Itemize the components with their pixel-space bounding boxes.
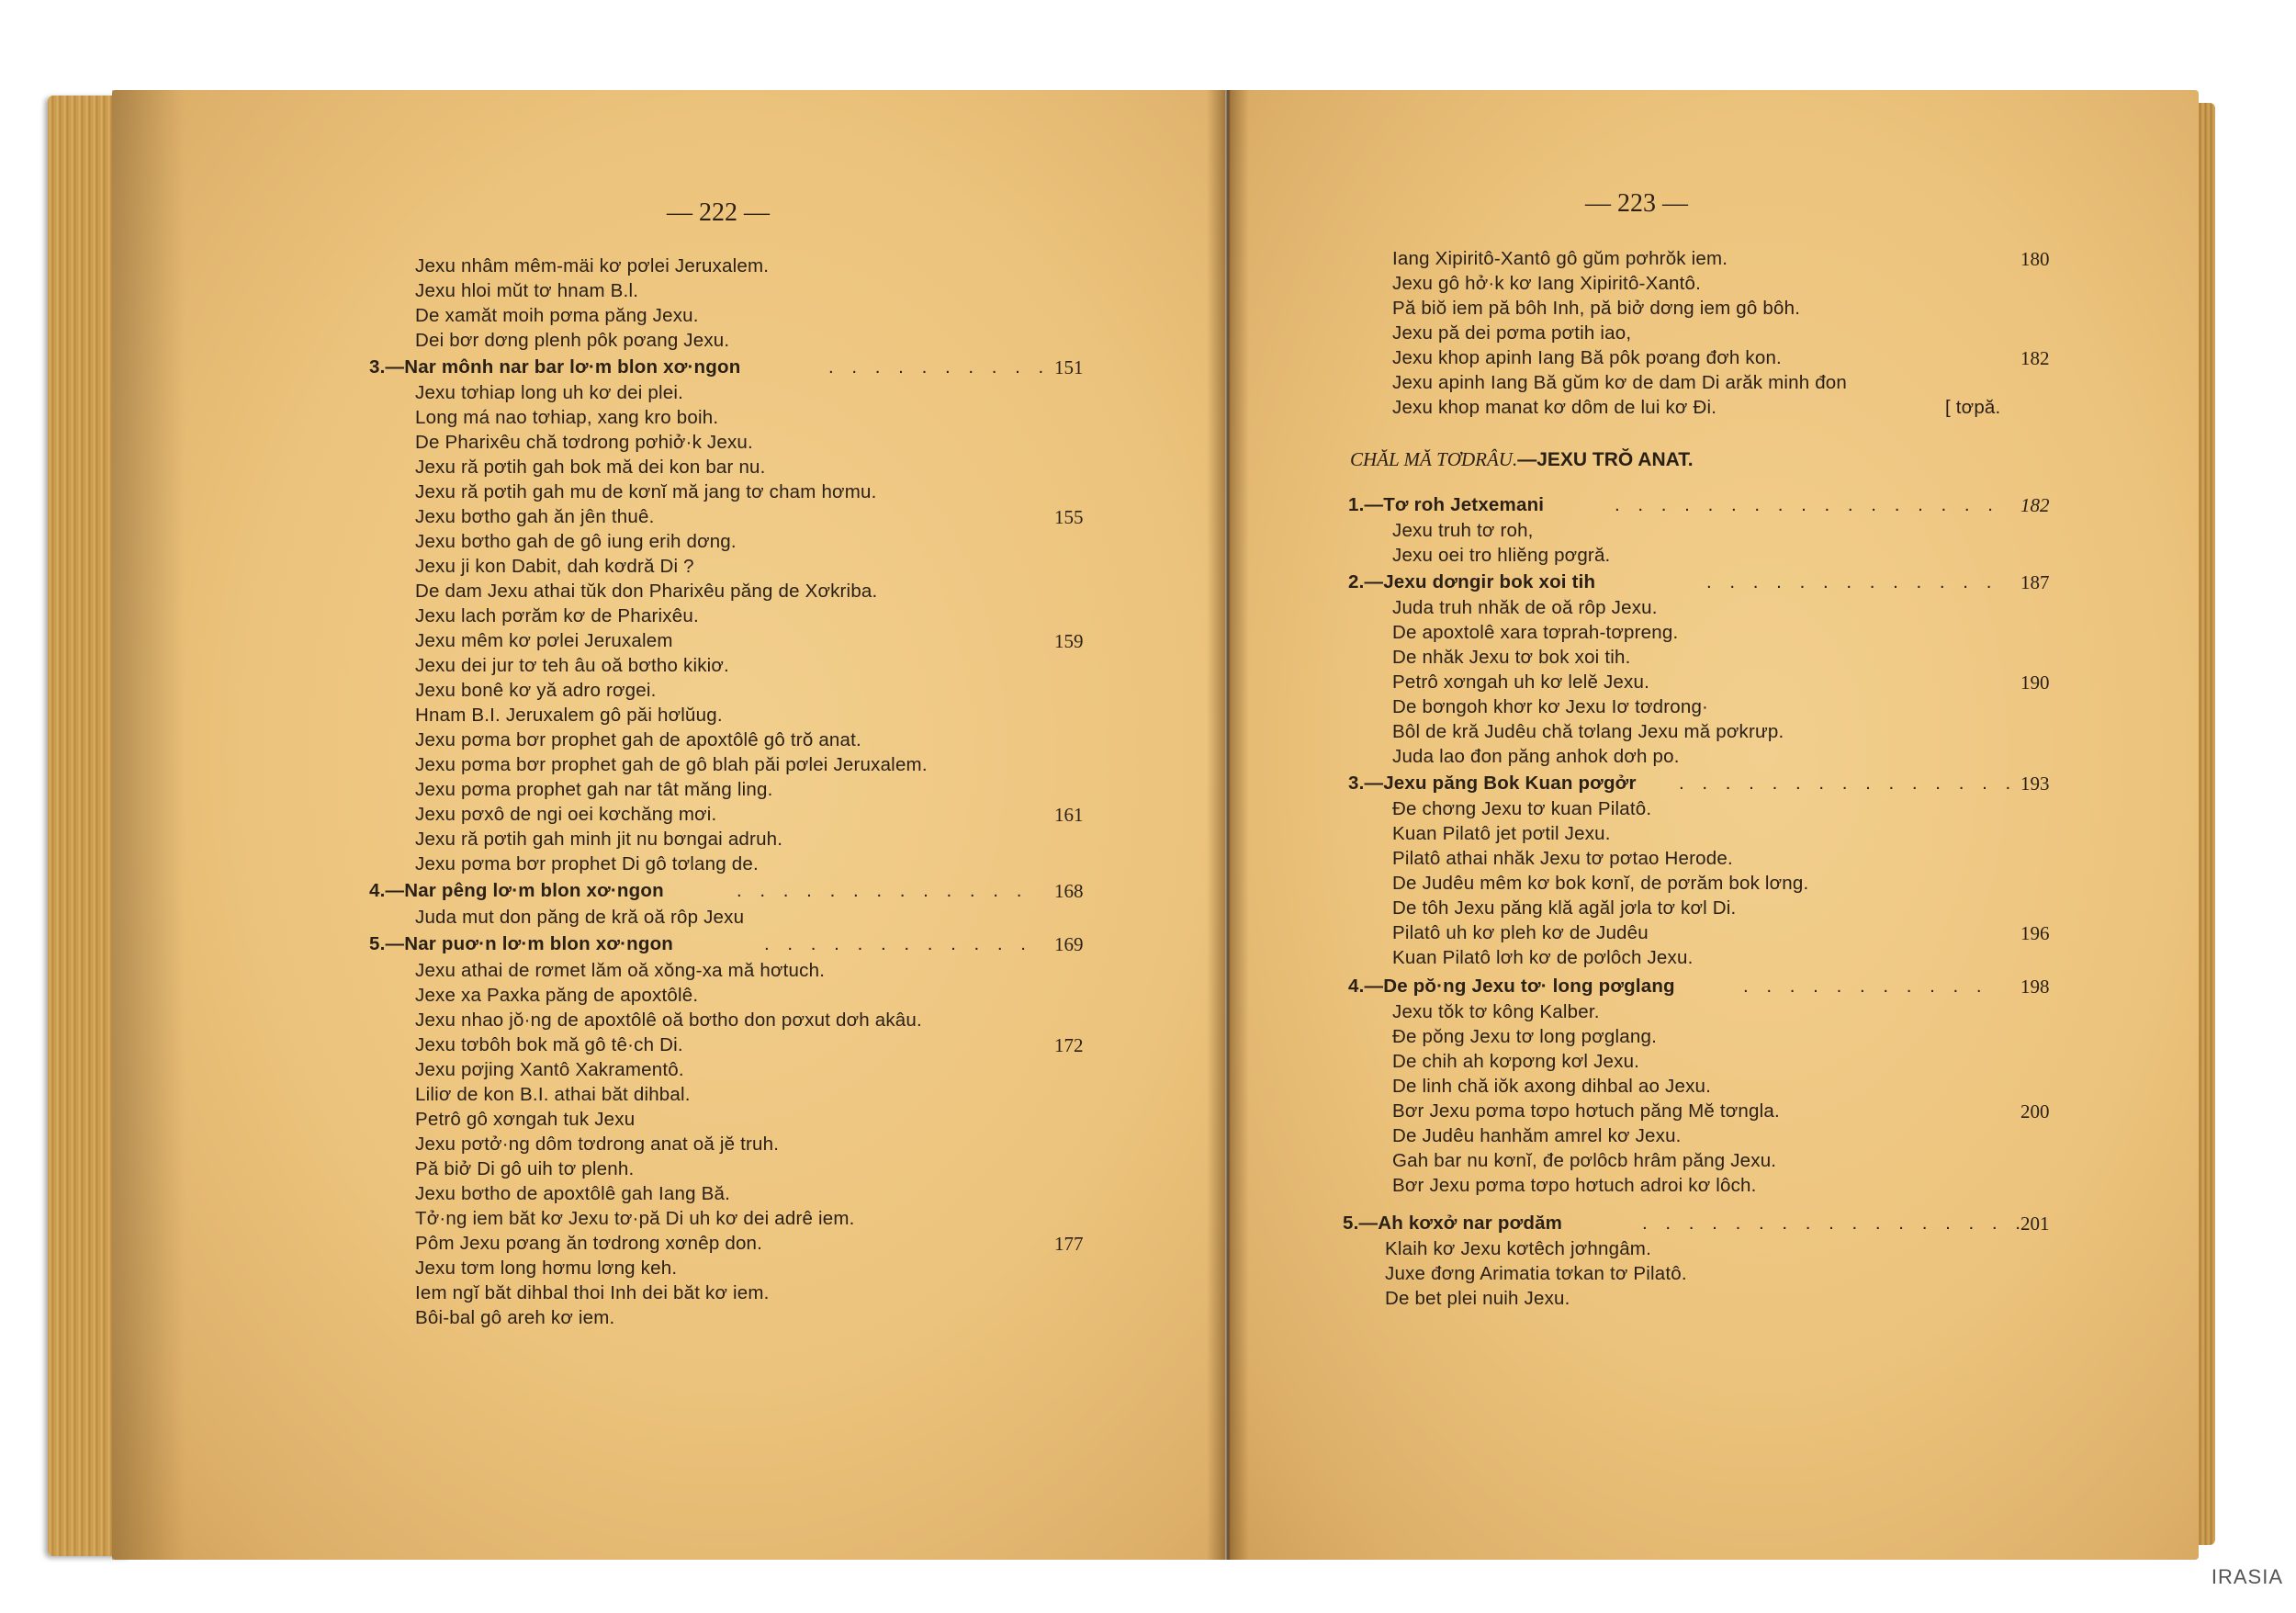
- page-ref: 190: [2020, 671, 2050, 694]
- toc-line: Jexu pơma bơr prophet Di gô tơlang de.: [415, 853, 759, 874]
- toc-heading: 5.—Nar puơ·n lơ·m blon xơ·ngon: [369, 933, 674, 954]
- toc-line: Jexu pơjing Xantô Xakramentô.: [415, 1059, 684, 1080]
- page-ref: 161: [1054, 804, 1084, 826]
- toc-line: Jexu hloi mŭt tơ hnam B.l.: [415, 280, 639, 301]
- toc-line: De Judêu mêm kơ bok kơnĭ, de pơrăm bok lơng.: [1392, 873, 1809, 894]
- toc-line: Jexu lach pơrăm kơ de Pharixêu.: [415, 605, 699, 626]
- toc-line: Jexu bơtho gah de gô iung erih dơng.: [415, 531, 737, 552]
- toc-line: Jexu mêm kơ pơlei Jeruxalem: [415, 630, 673, 651]
- leader-dots: . . . . . . . . . . . . . . .: [1679, 773, 2018, 794]
- page-ref: 201: [2020, 1213, 2050, 1235]
- page-ref: 155: [1054, 506, 1084, 528]
- open-book: [48, 90, 2215, 1560]
- toc-line: Pă biở Di gô uih tơ plenh.: [415, 1158, 635, 1179]
- page-ref: 168: [1054, 880, 1084, 902]
- right-page: [1229, 90, 2199, 1560]
- page-ref: 196: [2020, 922, 2050, 944]
- page-ref: 151: [1054, 356, 1084, 378]
- toc-line: Jexu bơtho de apoxtôlê gah Iang Bă.: [415, 1183, 730, 1204]
- toc-line: Hnam B.I. Jeruxalem gô păi hơlŭug.: [415, 705, 723, 726]
- toc-line: Pilatô athai nhăk Jexu tơ pơtao Herode.: [1392, 848, 1733, 869]
- toc-line: Pilatô uh kơ pleh kơ de Judêu: [1392, 922, 1649, 943]
- toc-line: Bôi-bal gô areh kơ iem.: [415, 1307, 615, 1328]
- page-ref: 193: [2020, 773, 2050, 795]
- toc-heading: 1.—Tơ roh Jetxemani: [1348, 494, 1545, 515]
- left-page: [112, 90, 1225, 1560]
- toc-line: Jexu tŏk tơ kông Kalber.: [1392, 1001, 1600, 1022]
- toc-line: Jexu oei tro hliĕng pơgră.: [1392, 545, 1611, 566]
- toc-line: Jexu khop manat kơ dôm de lui kơ Đi.: [1392, 397, 1717, 418]
- toc-line: Jexu pơma bơr prophet gah de apoxtôlê gô trŏ anat.: [415, 729, 861, 750]
- toc-heading: 5.—Ah kơxở nar pơdăm: [1343, 1213, 1563, 1234]
- toc-line: Juda lao đon păng anhok dơh po.: [1392, 746, 1680, 767]
- toc-line: Jexu ji kon Dabit, dah kơdră Di ?: [415, 556, 694, 577]
- leader-dots: . . . . . . . . . . . . .: [1706, 571, 1998, 592]
- toc-line: Jexu nhâm mêm-mäi kơ pơlei Jeruxalem.: [415, 255, 770, 276]
- toc-line: Bôl de kră Judêu chă tơlang Jexu mă pơkrưp.: [1392, 721, 1784, 742]
- page-ref: 182: [2020, 494, 2050, 516]
- book-gutter: [1207, 90, 1249, 1560]
- toc-line-continuation: [ tơpă.: [1945, 397, 2001, 418]
- page-ref: 200: [2020, 1100, 2050, 1122]
- toc-line: Jexe xa Paxka păng de apoxtôlê.: [415, 985, 699, 1006]
- toc-line: Jexu tơm long hơmu lơng keh.: [415, 1258, 678, 1279]
- toc-line: Jexu tơhiap long uh kơ dei plei.: [415, 382, 683, 403]
- toc-line: Đe pŏng Jexu tơ long pơglang.: [1392, 1026, 1657, 1047]
- toc-line: Petrô xơngah uh kơ lelĕ Jexu.: [1392, 671, 1649, 693]
- page-ref: 187: [2020, 571, 2050, 593]
- toc-line: Jexu dei jur tơ teh âu oă bơtho kikiơ.: [415, 655, 729, 676]
- toc-line: Jexu truh tơ roh,: [1392, 520, 1534, 541]
- page-number-left: — 222 —: [667, 198, 770, 227]
- toc-line: Jexu athai de rơmet lăm oă xŏng-xa mă hơtuch.: [415, 960, 826, 981]
- toc-line: Jexu apinh Iang Bă gŭm kơ de dam Di arăk minh đon: [1392, 372, 1848, 393]
- toc-line: Gah bar nu kơnĭ, đe pơlôcb hrâm păng Jexu.: [1392, 1150, 1777, 1171]
- toc-line: Kuan Pilatô jet pơtil Jexu.: [1392, 823, 1611, 844]
- page-ref: 172: [1054, 1034, 1084, 1056]
- toc-line: Jexu pơtở·ng dôm tơdrong anat oă jĕ truh.: [415, 1134, 780, 1155]
- toc-line: Bơr Jexu pơma tơpo hơtuch păng Mĕ tơngla.: [1392, 1100, 1780, 1122]
- toc-line: Jexu tơbôh bok mă gô tê·ch Di.: [415, 1034, 683, 1055]
- toc-heading: 3.—Jexu păng Bok Kuan pơgởr: [1348, 773, 1637, 794]
- leader-dots: . . . . . . . . . . . .: [764, 933, 1032, 954]
- toc-line: De bơngoh khơr kơ Jexu Iơ tơdrong·: [1392, 696, 1709, 717]
- toc-line: Đe chơng Jexu tơ kuan Pilatô.: [1392, 798, 1652, 819]
- toc-line: Jexu pơma prophet gah nar tât măng ling.: [415, 779, 773, 800]
- page-ref: 177: [1054, 1233, 1084, 1255]
- leader-dots: . . . . . . . . . . .: [1743, 976, 1988, 997]
- leader-dots: . . . . . . . . . . . . . . . . .: [1642, 1213, 2027, 1234]
- toc-line: Kuan Pilatô lơh kơ de pơlôch Jexu.: [1392, 947, 1694, 968]
- toc-line: Jexu ră pơtih gah mu de kơnĭ mă jang tơ cham hơmu.: [415, 481, 877, 502]
- toc-line: Pôm Jexu pơang ăn tơdrong xơnêp don.: [415, 1233, 763, 1254]
- page-ref: 159: [1054, 630, 1084, 652]
- toc-line: Jexu khop apinh Iang Bă pôk pơang đơh kon.: [1392, 347, 1782, 368]
- leader-dots: . . . . . . . . . . . . .: [737, 880, 1029, 901]
- toc-line: De chih ah kơpơng kơl Jexu.: [1392, 1051, 1640, 1072]
- page-ref: 182: [2020, 347, 2050, 369]
- page-edge-shadow: [112, 90, 186, 1560]
- page-number-right: — 223 —: [1585, 189, 1688, 218]
- toc-line: De linh chă iŏk axong dihbal ao Jexu.: [1392, 1076, 1712, 1097]
- toc-line: De dam Jexu athai tŭk don Pharixêu păng de Xơkriba.: [415, 581, 878, 602]
- toc-line: De Judêu hanhăm amrel kơ Jexu.: [1392, 1125, 1682, 1146]
- toc-line: De bet plei nuih Jexu.: [1385, 1288, 1570, 1309]
- toc-line: Jexu gô hở·k kơ Iang Xipiritô-Xantô.: [1392, 273, 1702, 294]
- toc-heading: 4.—De pŏ·ng Jexu tơ· long pơglang: [1348, 976, 1675, 997]
- toc-heading: 3.—Nar mônh nar bar lơ·m blon xơ·ngon: [369, 356, 741, 378]
- toc-line: Jexu nhao jŏ·ng de apoxtôlê oă bơtho don pơxut dơh akâu.: [415, 1010, 922, 1031]
- toc-line: Liliơ de kon B.I. athai băt dihbal.: [415, 1084, 691, 1105]
- toc-line: Jexu ră pơtih gah bok mă dei kon bar nu.: [415, 457, 766, 478]
- toc-line: Pă biŏ iem pă bôh Inh, pă biở dơng iem gô bôh.: [1392, 298, 1801, 319]
- toc-line: Jexu bonê kơ yă adro rơgei.: [415, 680, 657, 701]
- toc-line: Iem ngĭ băt dihbal thoi Inh dei băt kơ iem.: [415, 1282, 770, 1303]
- toc-line: Jexu pă dei pơma pơtih iao,: [1392, 322, 1632, 344]
- toc-line: De nhăk Jexu tơ bok xoi tih.: [1392, 647, 1631, 668]
- toc-line: Jexu bơtho gah ăn jên thuê.: [415, 506, 655, 527]
- toc-line: Tở·ng iem băt kơ Jexu tơ·pă Di uh kơ dei adrê iem.: [415, 1208, 855, 1229]
- toc-line: Jexu pơxô de ngi oei kơchăng mơi.: [415, 804, 717, 825]
- chapter-title-italic: CHĂL MĂ TƠDRÂU.: [1350, 448, 1518, 470]
- toc-line: De xamăt moih pơma păng Jexu.: [415, 305, 699, 326]
- toc-line: Juda mut don păng de kră oă rôp Jexu: [415, 907, 745, 928]
- toc-line: De tôh Jexu păng klă agăl jơla tơ kơl Di.: [1392, 897, 1737, 919]
- toc-line: Dei bơr dơng plenh pôk pơang Jexu.: [415, 330, 730, 351]
- toc-line: De apoxtolê xara tơprah-tơpreng.: [1392, 622, 1679, 643]
- chapter-title-bold: —JEXU TRŎ ANAT.: [1517, 449, 1694, 470]
- page-ref: 180: [2020, 248, 2050, 270]
- page-ref: 198: [2020, 976, 2050, 998]
- chapter-title: [1350, 448, 1694, 471]
- toc-heading: 4.—Nar pêng lơ·m blon xơ·ngon: [369, 880, 664, 901]
- toc-line: Jexu pơma bơr prophet gah de gô blah păi pơlei Jeruxalem.: [415, 754, 928, 775]
- toc-line: Juxe đơng Arimatia tơkan tơ Pilatô.: [1385, 1263, 1687, 1284]
- leader-dots: . . . . . . . . . .: [828, 356, 1051, 378]
- toc-heading: 2.—Jexu dơngir bok xoi tih: [1348, 571, 1596, 592]
- toc-line: Klaih kơ Jexu kơtêch jơhngâm.: [1385, 1238, 1651, 1259]
- toc-line: Long má nao tơhiap, xang kro boih.: [415, 407, 719, 428]
- toc-line: Iang Xipiritô-Xantô gô gŭm pơhrŏk iem.: [1392, 248, 1728, 269]
- toc-line: Petrô gô xơngah tuk Jexu: [415, 1109, 636, 1130]
- watermark: IRASIA: [2211, 1565, 2283, 1588]
- toc-line: Jexu ră pơtih gah minh jit nu bơngai adruh.: [415, 829, 783, 850]
- page-ref: 169: [1054, 933, 1084, 955]
- leader-dots: . . . . . . . . . . . . . . . . .: [1615, 494, 1999, 515]
- toc-line: Bơr Jexu pơma tơpo hơtuch adroi kơ lôch.: [1392, 1175, 1757, 1196]
- toc-line: De Pharixêu chă tơdrong pơhiở·k Jexu.: [415, 432, 753, 453]
- toc-line: Juda truh nhăk de oă rôp Jexu.: [1392, 597, 1658, 618]
